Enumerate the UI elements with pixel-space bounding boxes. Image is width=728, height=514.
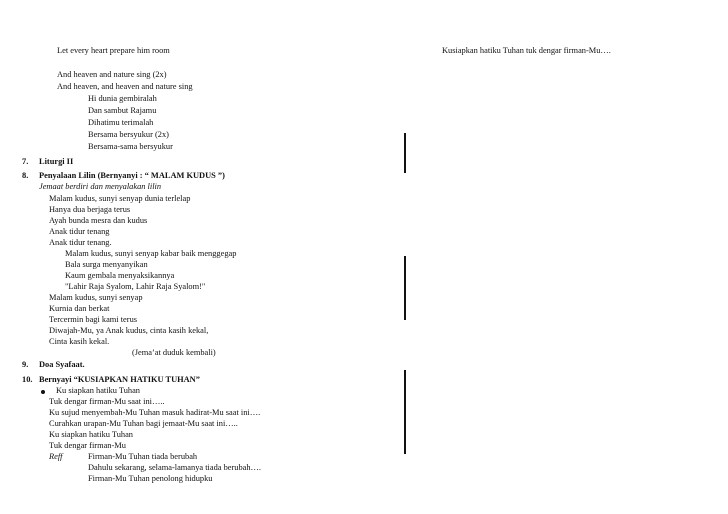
lyric-line: Ku sujud menyembah-Mu Tuhan masuk hadirat-Mu saat ini…. xyxy=(49,408,261,417)
section-title: Liturgi II xyxy=(39,157,74,166)
closing-note: (Jema’at duduk kembali) xyxy=(132,348,216,357)
vertical-rule xyxy=(404,256,406,320)
lyric-line: Diwajah-Mu, ya Anak kudus, cinta kasih kekal, xyxy=(49,326,209,335)
lyric-line: Tercermin bagi kami terus xyxy=(49,315,138,324)
hymn-line: Bersama bersyukur (2x) xyxy=(88,130,169,139)
lyric-line: Anak tidur tenang xyxy=(49,227,110,236)
vertical-rule xyxy=(404,133,406,173)
section-number: 7. xyxy=(22,157,29,166)
lyric-line: Firman-Mu Tuhan tiada berubah xyxy=(88,452,198,461)
lyric-line: Kaum gembala menyaksikannya xyxy=(65,271,175,280)
hymn-line: Dan sambut Rajamu xyxy=(88,106,157,115)
lyric-line: Firman-Mu Tuhan penolong hidupku xyxy=(88,474,213,483)
section-number: 10. xyxy=(22,375,33,384)
right-column-text: Kusiapkan hatiku Tuhan tuk dengar firman-Mu…. xyxy=(442,46,611,55)
lyric-line: Tuk dengar firman-Mu xyxy=(49,441,126,450)
section-number: 9. xyxy=(22,360,29,369)
section-title: Penyalaan Lilin (Bernyanyi : “ MALAM KUDUS ”) xyxy=(39,171,225,180)
section-title: Bernyayi “KUSIAPKAN HATIKU TUHAN” xyxy=(39,375,200,384)
lyric-line: Ku siapkan hatiku Tuhan xyxy=(56,386,140,395)
reff-label: Reff xyxy=(49,452,63,461)
lyric-line: Tuk dengar firman-Mu saat ini….. xyxy=(49,397,165,406)
lyric-line: Ku siapkan hatiku Tuhan xyxy=(49,430,133,439)
vertical-rule xyxy=(404,370,406,454)
instruction-text: Jemaat berdiri dan menyalakan lilin xyxy=(39,182,162,191)
hymn-line: Hi dunia gembiralah xyxy=(88,94,157,103)
lyric-line: Malam kudus, sunyi senyap kabar baik menggegap xyxy=(65,249,237,258)
lyric-line: Kurnia dan berkat xyxy=(49,304,110,313)
lyric-line: Hanya dua berjaga terus xyxy=(49,205,131,214)
hymn-line: And heaven, and heaven and nature sing xyxy=(57,82,193,91)
hymn-line: And heaven and nature sing (2x) xyxy=(57,70,167,79)
lyric-line: Cinta kasih kekal. xyxy=(49,337,110,346)
section-title: Doa Syafaat. xyxy=(39,360,85,369)
hymn-line: Dihatimu terimalah xyxy=(88,118,154,127)
lyric-line: Malam kudus, sunyi senyap xyxy=(49,293,143,302)
hymn-line: Let every heart prepare him room xyxy=(57,46,170,55)
lyric-line: Bala surga menyanyikan xyxy=(65,260,148,269)
lyric-line: Dahulu sekarang, selama-lamanya tiada berubah…. xyxy=(88,463,262,472)
lyric-line: Curahkan urapan-Mu Tuhan bagi jemaat-Mu saat ini….. xyxy=(49,419,238,428)
section-number: 8. xyxy=(22,171,29,180)
lyric-line: Anak tidur tenang. xyxy=(49,238,112,247)
lyric-line: Ayah bunda mesra dan kudus xyxy=(49,216,148,225)
bullet-icon xyxy=(41,390,45,394)
lyric-line: "Lahir Raja Syalom, Lahir Raja Syalom!" xyxy=(65,282,206,291)
hymn-line: Bersama-sama bersyukur xyxy=(88,142,173,151)
lyric-line: Malam kudus, sunyi senyap dunia terlelap xyxy=(49,194,191,203)
